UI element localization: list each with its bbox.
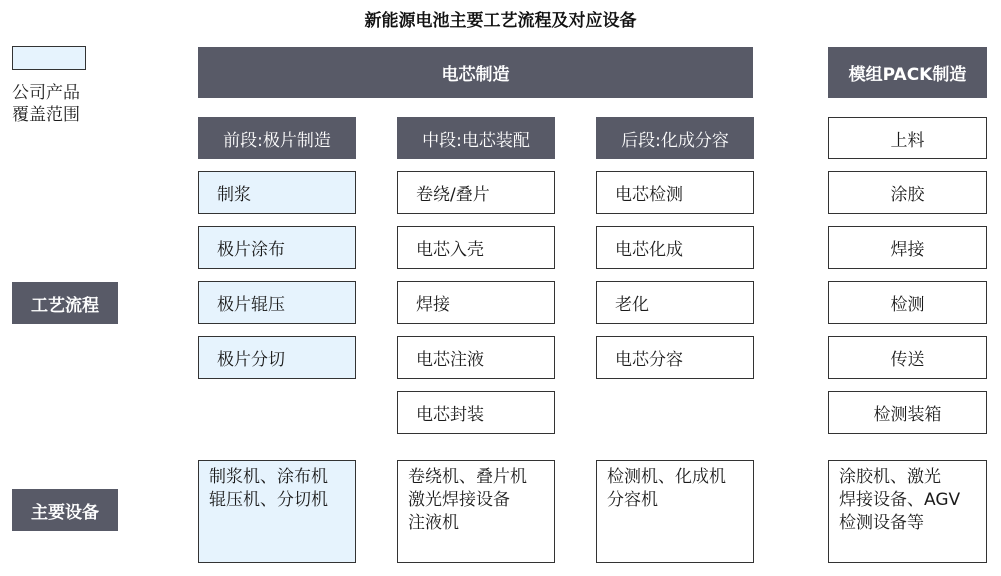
back-step: 电芯化成 <box>596 226 754 269</box>
middle-step: 卷绕/叠片 <box>397 171 555 214</box>
back-step: 电芯分容 <box>596 336 754 379</box>
front-step: 极片分切 <box>198 336 356 379</box>
equipment-line: 辊压机、分切机 <box>209 490 328 510</box>
diagram-title: 新能源电池主要工艺流程及对应设备 <box>364 11 637 31</box>
equipment-pack <box>828 460 987 563</box>
legend-label-line2: 覆盖范围 <box>12 105 80 125</box>
equipment-line: 制浆机、涂布机 <box>209 467 328 487</box>
front-step: 制浆 <box>198 171 356 214</box>
equipment-line: 卷绕机、叠片机 <box>408 467 527 487</box>
header-module-pack: 模组PACK制造 <box>828 47 987 98</box>
equipment-line: 涂胶机、激光 <box>839 467 941 487</box>
equipment-line: 检测设备等 <box>839 513 924 533</box>
stage-header-back: 后段:化成分容 <box>596 117 754 159</box>
legend-label-line1: 公司产品 <box>12 83 80 103</box>
middle-step: 电芯入壳 <box>397 226 555 269</box>
pack-step: 检测装箱 <box>828 391 987 434</box>
back-step: 电芯检测 <box>596 171 754 214</box>
front-step: 极片涂布 <box>198 226 356 269</box>
equipment-line: 注液机 <box>408 513 459 533</box>
pack-step: 上料 <box>828 117 987 159</box>
front-step: 极片辊压 <box>198 281 356 324</box>
pack-step: 检测 <box>828 281 987 324</box>
row-label-process: 工艺流程 <box>12 282 118 324</box>
middle-step: 电芯注液 <box>397 336 555 379</box>
header-cell-manufacturing: 电芯制造 <box>198 47 753 98</box>
equipment-front <box>198 460 356 563</box>
back-step: 老化 <box>596 281 754 324</box>
legend-label <box>12 82 80 126</box>
equipment-line: 检测机、化成机 <box>607 467 726 487</box>
equipment-line: 激光焊接设备 <box>408 490 510 510</box>
stage-header-middle: 中段:电芯装配 <box>397 117 555 159</box>
pack-step: 涂胶 <box>828 171 987 214</box>
pack-step: 焊接 <box>828 226 987 269</box>
equipment-middle <box>397 460 555 563</box>
middle-step: 焊接 <box>397 281 555 324</box>
pack-step: 传送 <box>828 336 987 379</box>
equipment-line: 分容机 <box>607 490 658 510</box>
stage-header-front: 前段:极片制造 <box>198 117 356 159</box>
row-label-equipment: 主要设备 <box>12 489 118 531</box>
middle-step: 电芯封装 <box>397 391 555 434</box>
legend-swatch <box>12 46 86 70</box>
equipment-line: 焊接设备、AGV <box>839 490 961 510</box>
equipment-back <box>596 460 754 563</box>
